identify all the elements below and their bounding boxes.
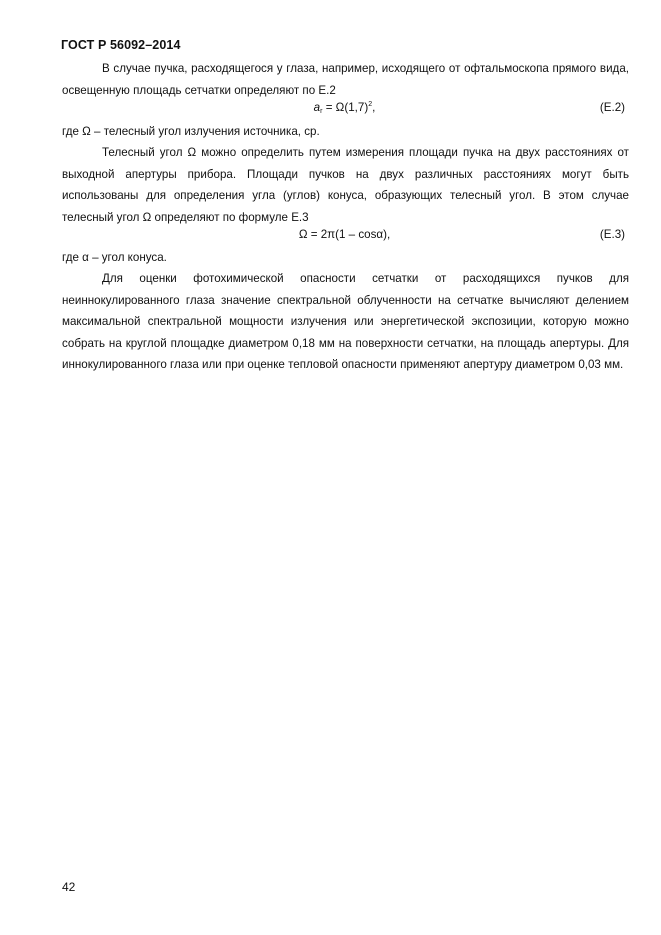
formula-subscript: r — [320, 108, 323, 115]
formula-variable: a — [313, 101, 321, 114]
paragraph-solid-angle — [62, 142, 629, 228]
formula-tail: , — [372, 101, 376, 114]
where-text: где α – угол конуса. — [62, 251, 167, 264]
paragraph-text: Для оценки фотохимической опасности сетчатки от расходящихся пучков для неиннокулированного глаза значение спектральной облученности на сетчатке вычисляют делением максимальной спектральной мощности излучения или энергетической экспозиции, которую можно собрать на круглой площадке диаметром 0,18 мм на поверхности сетчатки, на площадь апертуры. Для иннокулированного глаза или при оценке тепловой опасности применяют апертуру диаметром 0,03 мм. — [62, 272, 629, 372]
formula-e2 — [62, 101, 627, 121]
paragraph-divergent-beam — [62, 58, 629, 101]
paragraph-photochemical-hazard — [62, 268, 629, 376]
document-header: ГОСТ Р 56092–2014 — [61, 38, 181, 52]
page-number: 42 — [62, 880, 76, 894]
formula-superscript: 2 — [368, 101, 373, 108]
formula-expression — [62, 101, 627, 115]
where-text: где Ω – телесный угол излучения источника, ср. — [62, 125, 320, 138]
formula-e3 — [62, 228, 627, 248]
where-clause-omega — [62, 121, 629, 143]
formula-expression: Ω = 2π(1 – cosα), — [298, 228, 391, 241]
paragraph-text: В случае пучка, расходящегося у глаза, например, исходящего от офтальмоскопа прямого вида, освещенную площадь сетчатки определяют по Е.2 — [62, 62, 629, 97]
where-clause-alpha — [62, 247, 629, 269]
formula-rhs: = Ω(1,7) — [322, 101, 369, 114]
formula-number: (E.3) — [599, 228, 625, 241]
paragraph-text: Телесный угол Ω можно определить путем измерения площади пучка на двух расстояниях от выходной апертуры прибора. Площади пучков на двух различных расстояниях могут быть использованы для определения угла (углов) конуса, образующих телесный угол. В этом случае телесный угол Ω определяют по формуле Е.3 — [62, 146, 629, 224]
formula-number: (E.2) — [599, 101, 625, 114]
